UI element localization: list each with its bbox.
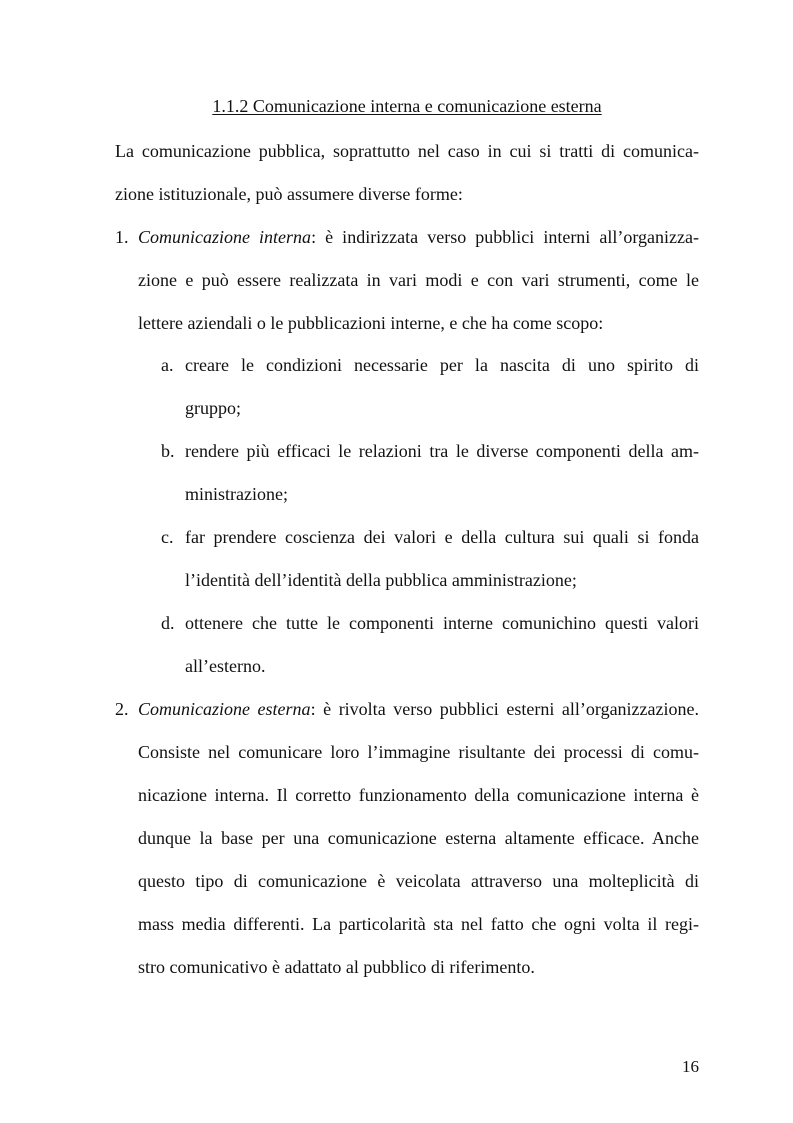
section-heading (115, 94, 699, 118)
subitem-c-line-1: far prendere coscienza dei valori e della cultura sui quali si fonda (185, 527, 699, 547)
item2-line-1-rest: : è rivolta verso pubblici esterni all’organizzazione. (310, 699, 700, 719)
item2-line-2: Consiste nel comunicare loro l’immagine risultante dei processi di comu- (138, 742, 699, 762)
section-heading-text: 1.1.2 Comunicazione interna e comunicazione esterna (212, 96, 602, 116)
subitem-letter-b: b. (161, 441, 175, 461)
item2-line-3: nicazione interna. Il corretto funzionamento della comunicazione interna è (138, 785, 699, 805)
subitem-d-line-2: all’esterno. (185, 656, 266, 676)
item2-line-6: mass media differenti. La particolarità sta nel fatto che ogni volta il regi- (138, 914, 699, 934)
subitem-c-line-2: l’identità dell’identità della pubblica amministrazione; (185, 570, 577, 590)
item1-line-1 (138, 225, 699, 249)
subitem-a-line-2: gruppo; (185, 398, 241, 418)
list-number-1: 1. (115, 227, 129, 247)
item1-line-1-rest: : è indirizzata verso pubblici interni all’organizza- (311, 227, 699, 247)
subitem-letter-a: a. (161, 355, 174, 375)
subitem-letter-d: d. (161, 613, 175, 633)
subitem-a-line-1: creare le condizioni necessarie per la nascita di uno spirito di (185, 355, 699, 375)
page-number: 16 (682, 1057, 699, 1076)
subitem-d-line-1: ottenere che tutte le componenti interne comunichino questi valori (185, 613, 699, 633)
item2-line-5: questo tipo di comunicazione è veicolata attraverso una molteplicità di (138, 871, 699, 891)
item1-line-3: lettere aziendali o le pubblicazioni interne, e che ha come scopo: (138, 313, 604, 333)
subitem-b-line-1: rendere più efficaci le relazioni tra le diverse componenti della am- (185, 441, 699, 461)
item2-term: Comunicazione esterna (138, 699, 311, 719)
subitem-letter-c: c. (161, 527, 174, 547)
item2-line-4: dunque la base per una comunicazione esterna altamente efficace. Anche (138, 828, 699, 848)
intro-line-1: La comunicazione pubblica, soprattutto nel caso in cui si tratti di comunica- (115, 141, 699, 161)
intro-line-2: zione istituzionale, può assumere diverse forme: (115, 184, 463, 204)
subitem-b-line-2: ministrazione; (185, 484, 288, 504)
list-number-2: 2. (115, 699, 129, 719)
item1-line-2: zione e può essere realizzata in vari modi e con vari strumenti, come le (138, 270, 699, 290)
item2-line-7: stro comunicativo è adattato al pubblico di riferimento. (138, 957, 535, 977)
item2-line-1 (138, 697, 699, 721)
item1-term: Comunicazione interna (138, 227, 312, 247)
